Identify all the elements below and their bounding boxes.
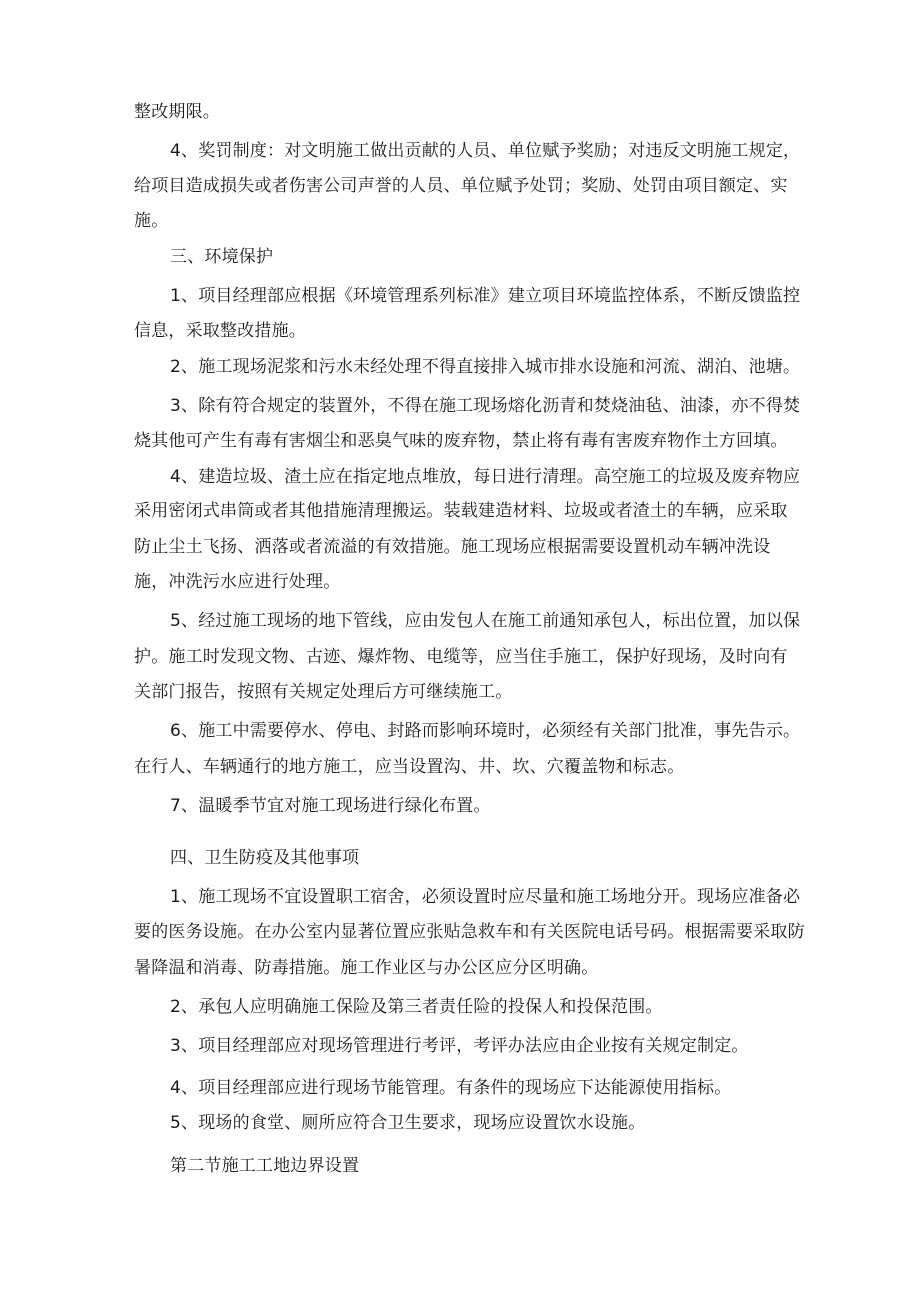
- text-line: 4、建造垃圾、渣土应在指定地点堆放，每日进行清理。高空施工的垃圾及废弃物应: [170, 467, 801, 487]
- text-line: 1、施工现场不宜设置职工宿舍，必须设置时应尽量和施工场地分开。现场应准备必: [170, 887, 801, 907]
- text-line: 2、承包人应明确施工保险及第三者责任险的投保人和投保范围。: [170, 997, 663, 1017]
- text-line: 3、除有符合规定的装置外，不得在施工现场熔化沥青和焚烧油毡、油漆，亦不得焚: [170, 396, 801, 416]
- text-line: 在行人、车辆通行的地方施工，应当设置沟、井、坎、穴覆盖物和标志。: [134, 757, 685, 777]
- text-line: 7、温暖季节宜对施工现场进行绿化布置。: [170, 796, 491, 816]
- section-heading: 四、卫生防疫及其他事项: [170, 848, 360, 868]
- text-line: 施，冲洗污水应进行处理。: [134, 572, 341, 592]
- text-line: 6、施工中需要停水、停电、封路而影响环境时，必须经有关部门批准，事先告示。: [170, 721, 801, 741]
- text-line: 4、奖罚制度：对文明施工做出贡献的人员、单位赋予奖励；对违反文明施工规定，: [170, 141, 801, 161]
- text-line: 5、经过施工现场的地下管线，应由发包人在施工前通知承包人，标出位置，加以保: [170, 611, 801, 631]
- text-line: 2、施工现场泥浆和污水未经处理不得直接排入城市排水设施和河流、湖泊、池塘。: [170, 357, 801, 377]
- text-line: 采用密闭式串筒或者其他措施清理搬运。装载建造材料、垃圾或者渣土的车辆，应采取: [134, 501, 788, 521]
- text-line: 3、项目经理部应对现场管理进行考评，考评办法应由企业按有关规定制定。: [170, 1036, 749, 1056]
- section-heading: 第二节施工工地边界设置: [170, 1156, 360, 1176]
- text-line: 5、现场的食堂、厕所应符合卫生要求，现场应设置饮水设施。: [170, 1113, 646, 1133]
- text-line: 整改期限。: [134, 102, 220, 122]
- text-line: 4、项目经理部应进行现场节能管理。有条件的现场应下达能源使用指标。: [170, 1078, 732, 1098]
- text-line: 暑降温和消毒、防毒措施。施工作业区与办公区应分区明确。: [134, 958, 599, 978]
- text-line: 护。施工时发现文物、古迹、爆炸物、电缆等，应当住手施工，保护好现场，及时向有: [134, 647, 788, 667]
- text-line: 施。: [134, 211, 169, 231]
- section-heading: 三、环境保护: [170, 247, 274, 267]
- text-line: 要的医务设施。在办公室内显著位置应张贴急救车和有关医院电话号码。根据需要采取防: [134, 922, 805, 942]
- text-line: 关部门报告，按照有关规定处理后方可继续施工。: [134, 682, 513, 702]
- text-line: 烧其他可产生有毒有害烟尘和恶臭气味的废弃物，禁止将有毒有害废弃物作土方回填。: [134, 431, 788, 451]
- text-line: 给项目造成损失或者伤害公司声誉的人员、单位赋予处罚；奖励、处罚由项目额定、实: [134, 176, 788, 196]
- text-line: 1、项目经理部应根据《环境管理系列标准》建立项目环境监控体系，不断反馈监控: [170, 286, 801, 306]
- text-line: 信息，采取整改措施。: [134, 321, 306, 341]
- text-line: 防止尘土飞扬、洒落或者流溢的有效措施。施工现场应根据需要设置机动车辆冲洗设: [134, 537, 771, 557]
